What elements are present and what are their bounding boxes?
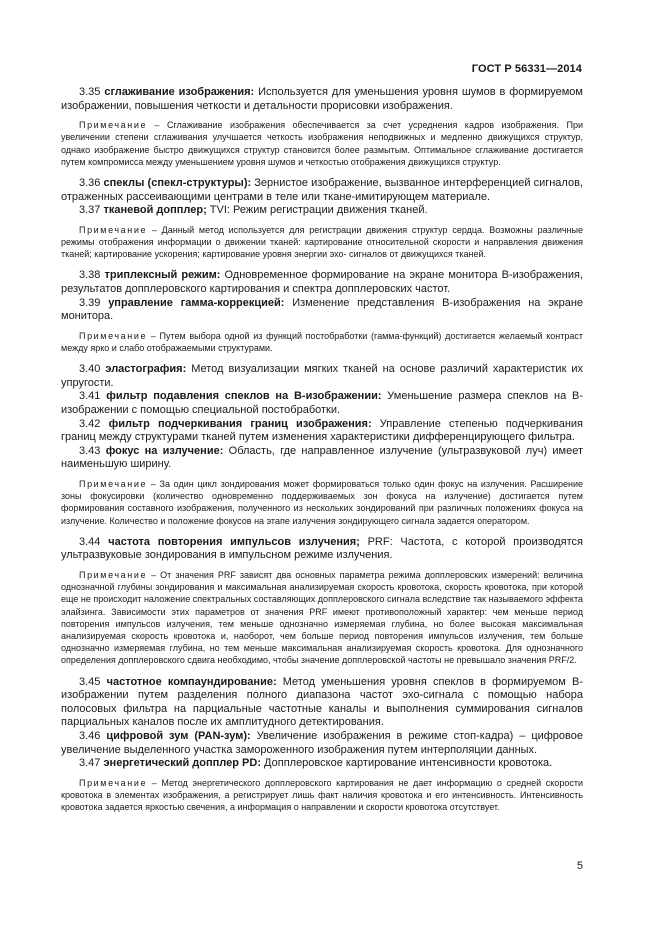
note-paragraph xyxy=(61,569,583,667)
term-name: цифровой зум (PAN-зум): xyxy=(106,729,251,742)
term-name: частотное компаундирование: xyxy=(106,675,277,688)
note-text: – Данный метод используется для регистрации движения структур сердца. Возможны различные режимы отображения информации о движении тканей: картирование относительной скорости и направления движения тканей; картирование ускорения; картирование уровня энергии эхо- сигналов от движущихся тканей. xyxy=(61,224,583,260)
term-text: Одновременное формирование на экране монитора B-изображения, результатов допплеровского картирования и спектра допплеровских частот. xyxy=(61,269,583,295)
term-definition xyxy=(61,177,583,204)
term-number: 3.35 xyxy=(79,86,101,98)
term-number: 3.36 xyxy=(79,177,101,189)
term-number: 3.42 xyxy=(79,417,101,430)
note-text: – От значения PRF зависят два основных параметра режима допплеровских измерений: величина однозначной глубины зондирования и максимальная анализируемая скорость кровотока, скорость кровотока, при которой еще не происходит наложение спектральных составляющих допплеровского сигнала вследствие так называемого эффекта элайзинга. Зависимости этих параметров от значения PRF имеют противоположный характер: чем меньше период повторения импульсов излучения, тем меньше однозначно измеряемая глубина, но более высокая максимальная анализируемая скорость кровотока и, наоборот, чем больше период повторения импульсов излучения, тем больше однозначно измеряемая глубина, но тем меньше максимальная анализируемая скорость кровотока. Для однозначного определения допплеровского сдвига необходимо, чтобы значение допплеровской частоты не превышало значения PRF/2. xyxy=(61,569,583,666)
term-number: 3.41 xyxy=(79,390,101,403)
term-name: фильтр подавления спеклов на B-изображении: xyxy=(106,390,382,403)
term-name: эластография: xyxy=(105,363,187,376)
term-definition xyxy=(61,269,583,296)
term-number: 3.37 xyxy=(79,204,101,217)
term-text: PRF: Частота, с которой производятся ультразвуковые зондирования в импульсном режиме излучения. xyxy=(61,535,583,562)
term-number: 3.45 xyxy=(79,675,101,688)
term-definition xyxy=(61,445,583,472)
term-definition xyxy=(61,676,583,730)
term-text: Область, где направленное излучение (ультразвуковой луч) имеет наименьшую ширину. xyxy=(61,444,583,471)
term-definition xyxy=(61,757,583,771)
document-body xyxy=(61,86,583,819)
note-label: Примечание xyxy=(79,330,148,341)
term-text: Уменьшение размера спеклов на B-изображении с помощью специальной постобработки. xyxy=(61,390,583,416)
term-name: частота повторения импульсов излучения; xyxy=(108,535,360,548)
note-label: Примечание xyxy=(79,224,148,235)
term-name: спеклы (спекл-структуры): xyxy=(103,177,252,189)
term-definition xyxy=(61,297,583,324)
term-number: 3.44 xyxy=(79,535,101,548)
note-label: Примечание xyxy=(79,569,148,580)
note-paragraph xyxy=(61,478,583,527)
term-number: 3.39 xyxy=(79,296,101,309)
term-text: Метод визуализации мягких тканей на основе различий характеристик их упругости. xyxy=(61,363,583,389)
term-name: сглаживание изображения: xyxy=(104,86,255,98)
term-number: 3.47 xyxy=(79,757,101,770)
term-definition xyxy=(61,363,583,390)
note-text: – Путем выбора одной из функций постобработки (гамма-функций) достигается желаемый контраст между ярко и слабо отображаемыми структурами. xyxy=(61,330,583,353)
term-text: Используется для уменьшения уровня шумов в формируемом изображении, повышения четкости и детальности прорисовки изображения. xyxy=(61,86,583,112)
term-name: энергетический допплер PD: xyxy=(103,757,261,770)
page-number: 5 xyxy=(576,860,583,872)
term-number: 3.43 xyxy=(79,444,101,457)
term-definition xyxy=(61,418,583,445)
term-text: Увеличение изображения в режиме стоп-кадра) – цифровое увеличение выделенного участка замороженного изображения путем интерполяции данных. xyxy=(61,729,584,756)
term-name: управление гамма-коррекцией: xyxy=(108,296,285,309)
term-number: 3.38 xyxy=(79,269,101,282)
note-label: Примечание xyxy=(79,777,148,788)
term-definition xyxy=(61,730,583,757)
term-text: Метод уменьшения уровня спеклов в формируемом B-изображении путем разделения полного диапазона частот эхо-сигнала с помощью набора полосовых фильтра на парциальные частотные каналы и выполнения суммирования сигналов парциальных каналов после их амплитудного детектирования. xyxy=(61,675,583,729)
note-paragraph xyxy=(61,777,583,814)
term-number: 3.40 xyxy=(79,363,101,376)
term-text: TVI: Режим регистрации движения тканей. xyxy=(206,204,428,217)
term-text: Управление степенью подчеркивания границ между структурами тканей путем изменения характеристики дифференцирующего фильтра. xyxy=(61,417,584,444)
term-text: Зернистое изображение, вызванное интерференцией сигналов, отраженных рассеивающими центрами в теле или ткане-имитирующем материале. xyxy=(61,177,583,203)
note-paragraph xyxy=(61,224,583,261)
term-definition xyxy=(61,204,583,218)
term-number: 3.46 xyxy=(79,729,101,742)
term-text: Допплеровское картирование интенсивности кровотока. xyxy=(260,757,553,770)
term-name: тканевой допплер; xyxy=(103,204,207,217)
note-text: – За один цикл зондирования может формироваться только один фокус на излучения. Расширение зоны фокусировки (количество одновременно поддерживаемых зон фокуса на излучение) достигается путем формирования составного изображения, полученного из нескольких зондирований при различных положениях фокуса на излучение. Количество и положение фокусов на этапе излучения зондирующего сигнала задается оператором. xyxy=(61,478,583,526)
note-text: – Метод энергетического допплеровского картирования не дает информацию о средней скорости кровотока в элементах изображения, а регистрирует лишь факт наличия кровотока и его интенсивность. Интенсивность кровотока задается яркостью свечения, а информация о направлении и скорости кровотока отсутствует. xyxy=(61,777,583,813)
document-id-header: ГОСТ Р 56331—2014 xyxy=(471,63,582,75)
note-label: Примечание xyxy=(79,120,148,131)
term-definition xyxy=(61,86,583,113)
note-paragraph xyxy=(61,330,583,354)
term-name: фильтр подчеркивания границ изображения: xyxy=(108,417,372,430)
term-name: триплексный режим: xyxy=(104,269,221,282)
note-paragraph xyxy=(61,119,583,168)
term-name: фокус на излучение: xyxy=(105,444,224,457)
note-label: Примечание xyxy=(79,478,148,489)
term-definition xyxy=(61,536,583,563)
term-text: Изменение представления B-изображения на экране монитора. xyxy=(61,296,584,323)
note-text: – Сглаживание изображения обеспечивается за счет усреднения кадров изображения. При увеличении степени сглаживания улучшается четкость изображения неподвижных и медленно движущихся структур, однако изображение быстро движущихся структур становится более размытым. Оптимальное сглаживание достигается путем компромисса между уменьшением уровня шумов и четкостью отображения движущихся структур. xyxy=(61,120,583,167)
term-definition xyxy=(61,390,583,417)
